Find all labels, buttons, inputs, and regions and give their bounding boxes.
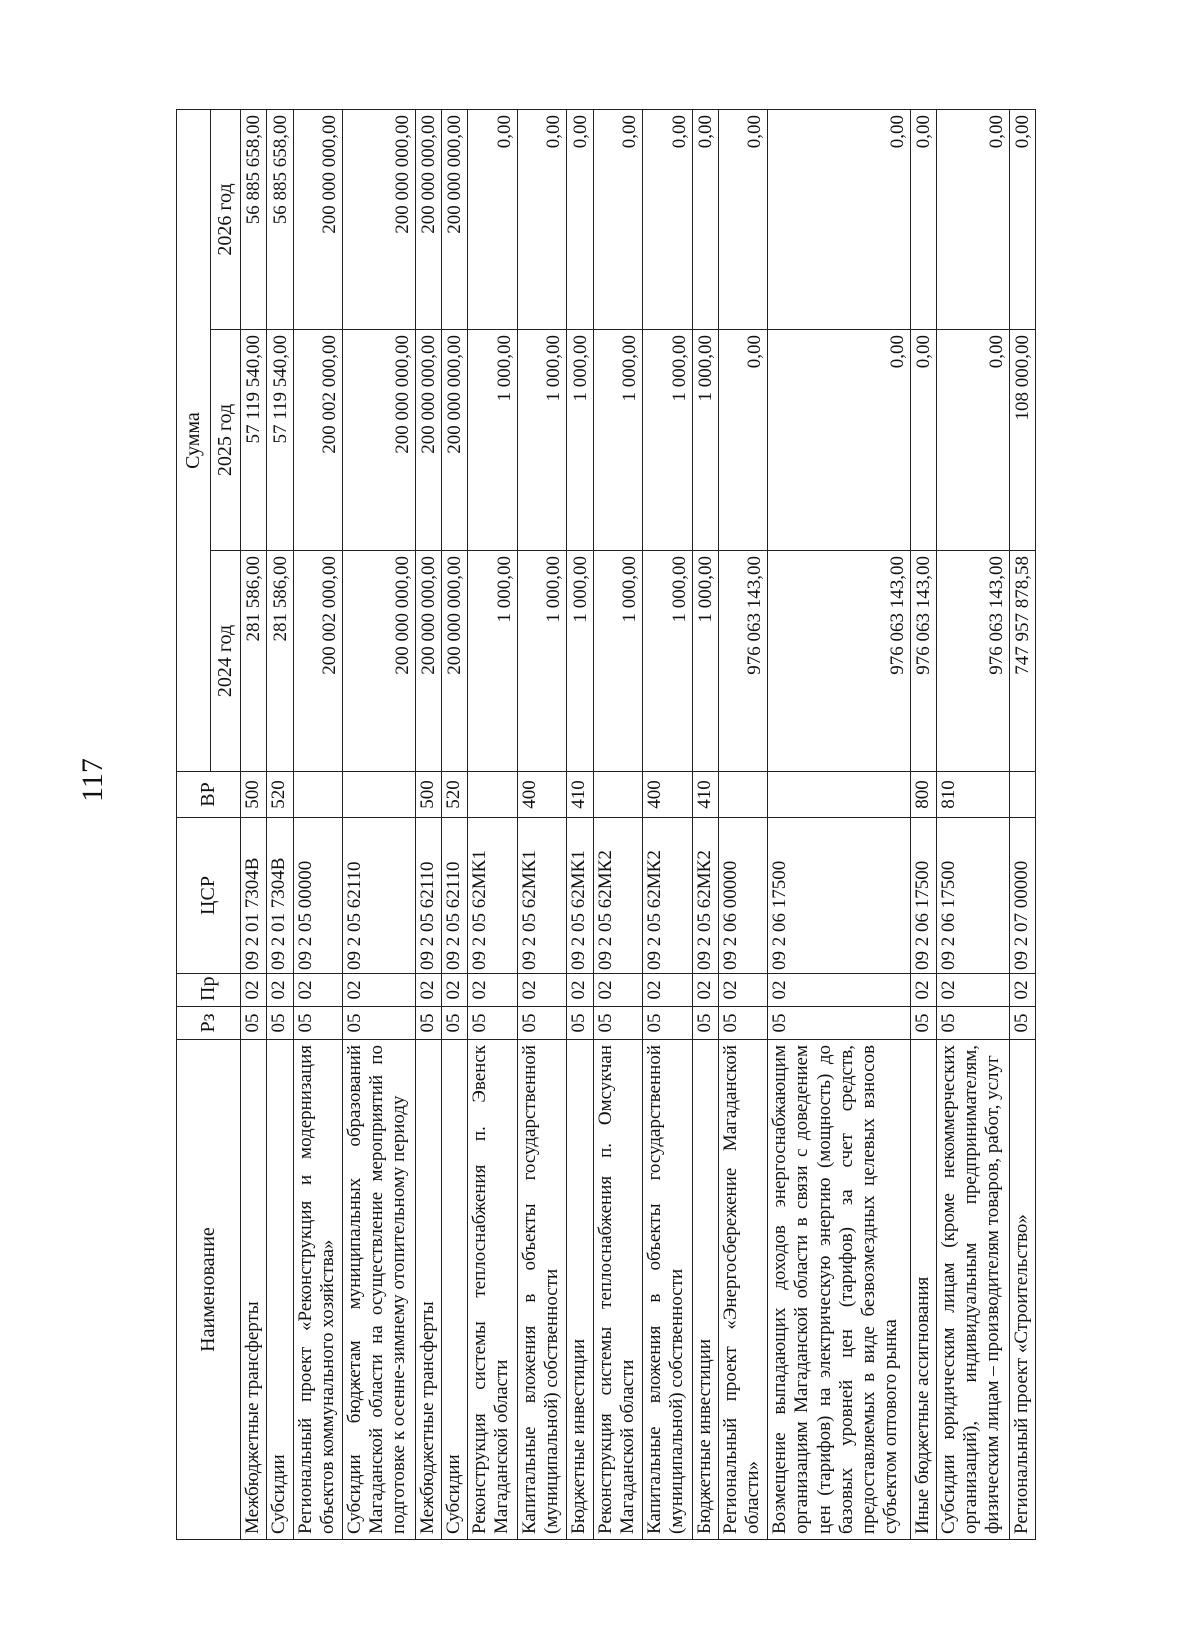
cell-2026: 0,00 (567, 110, 593, 330)
table-row (936, 110, 1009, 1540)
cell-pr: 02 (643, 974, 692, 1007)
cell-2024: 1 000,00 (593, 551, 642, 772)
cell-vr: 810 (936, 772, 1009, 818)
cell-pr: 02 (293, 974, 342, 1007)
table-row (768, 110, 910, 1540)
cell-2026: 0,00 (910, 110, 936, 330)
cell-vr: 400 (517, 772, 566, 818)
cell-2024: 976 063 143,00 (768, 551, 910, 772)
cell-csr: 09 2 05 62МК2 (692, 818, 718, 974)
header-rz: Рз (177, 1007, 241, 1040)
cell-vr (593, 772, 642, 818)
table-row (567, 110, 593, 1540)
table-row (593, 110, 642, 1540)
budget-table (176, 109, 1036, 1540)
cell-2024: 200 002 000,00 (293, 551, 342, 772)
cell-pr: 02 (768, 974, 910, 1007)
cell-2025: 0,00 (718, 330, 767, 551)
cell-name: Реконструкция системы теплоснабжения п. Эвенск Магаданской области (468, 1040, 517, 1540)
cell-vr (768, 772, 910, 818)
cell-2026: 0,00 (643, 110, 692, 330)
cell-rz: 05 (768, 1007, 910, 1040)
cell-2025: 0,00 (910, 330, 936, 551)
cell-2024: 200 000 000,00 (343, 551, 416, 772)
cell-vr (468, 772, 517, 818)
cell-csr: 09 2 01 7304В (241, 818, 267, 974)
cell-2025: 0,00 (936, 330, 1009, 551)
cell-csr: 09 2 06 17500 (936, 818, 1009, 974)
cell-rz: 05 (241, 1007, 267, 1040)
cell-2024: 1 000,00 (643, 551, 692, 772)
cell-name: Иные бюджетные ассигнования (910, 1040, 936, 1540)
cell-2024: 1 000,00 (517, 551, 566, 772)
cell-rz: 05 (468, 1007, 517, 1040)
cell-vr (718, 772, 767, 818)
cell-2024: 747 957 878,58 (1009, 551, 1035, 772)
cell-rz: 05 (718, 1007, 767, 1040)
cell-rz: 05 (267, 1007, 293, 1040)
cell-csr: 09 2 05 62110 (343, 818, 416, 974)
cell-pr: 02 (415, 974, 441, 1007)
table-row (343, 110, 416, 1540)
cell-vr (293, 772, 342, 818)
table-row (910, 110, 936, 1540)
table-row (692, 110, 718, 1540)
cell-vr: 410 (692, 772, 718, 818)
page-number: 117 (76, 758, 109, 802)
cell-rz: 05 (567, 1007, 593, 1040)
cell-pr: 02 (241, 974, 267, 1007)
cell-2026: 200 000 000,00 (415, 110, 441, 330)
cell-name: Межбюджетные трансферты (241, 1040, 267, 1540)
cell-csr: 09 2 07 00000 (1009, 818, 1035, 974)
cell-2025: 200 000 000,00 (343, 330, 416, 551)
table-row (442, 110, 468, 1540)
table-body (241, 110, 1036, 1540)
cell-vr: 400 (643, 772, 692, 818)
cell-rz: 05 (1009, 1007, 1035, 1040)
cell-2024: 976 063 143,00 (936, 551, 1009, 772)
cell-2025: 108 000,00 (1009, 330, 1035, 551)
cell-2026: 0,00 (1009, 110, 1035, 330)
cell-2024: 1 000,00 (468, 551, 517, 772)
cell-2025: 1 000,00 (643, 330, 692, 551)
cell-csr: 09 2 06 17500 (910, 818, 936, 974)
cell-pr: 02 (567, 974, 593, 1007)
cell-rz: 05 (643, 1007, 692, 1040)
cell-name: Межбюджетные трансферты (415, 1040, 441, 1540)
cell-2024: 200 000 000,00 (442, 551, 468, 772)
table-row (718, 110, 767, 1540)
cell-name: Реконструкция системы теплоснабжения п. Омсукчан Магаданской области (593, 1040, 642, 1540)
cell-name: Региональный проект «Реконструкция и модернизация объектов коммунального хозяйства» (293, 1040, 342, 1540)
cell-2024: 976 063 143,00 (910, 551, 936, 772)
table-row (415, 110, 441, 1540)
cell-2026: 56 885 658,00 (241, 110, 267, 330)
header-name: Наименование (177, 1040, 241, 1540)
cell-2025: 200 002 000,00 (293, 330, 342, 551)
table-row (241, 110, 267, 1540)
cell-name: Капитальные вложения в объекты государственной (муниципальной) собственности (517, 1040, 566, 1540)
cell-csr: 09 2 05 62МК1 (468, 818, 517, 974)
cell-name: Бюджетные инвестиции (567, 1040, 593, 1540)
cell-pr: 02 (1009, 974, 1035, 1007)
cell-name: Субсидии (442, 1040, 468, 1540)
cell-2025: 1 000,00 (517, 330, 566, 551)
cell-name: Субсидии (267, 1040, 293, 1540)
cell-rz: 05 (415, 1007, 441, 1040)
cell-pr: 02 (692, 974, 718, 1007)
table-row (293, 110, 342, 1540)
header-2026: 2026 год (211, 110, 241, 330)
cell-2024: 281 586,00 (241, 551, 267, 772)
cell-2026: 200 000 000,00 (442, 110, 468, 330)
table-row (517, 110, 566, 1540)
header-2025: 2025 год (211, 330, 241, 551)
cell-pr: 02 (936, 974, 1009, 1007)
cell-pr: 02 (343, 974, 416, 1007)
cell-2026: 56 885 658,00 (267, 110, 293, 330)
cell-name: Региональный проект «Строительство» (1009, 1040, 1035, 1540)
cell-2025: 1 000,00 (593, 330, 642, 551)
cell-vr (343, 772, 416, 818)
cell-csr: 09 2 05 62МК2 (593, 818, 642, 974)
header-csr: ЦСР (177, 818, 241, 974)
cell-2026: 0,00 (692, 110, 718, 330)
cell-2024: 200 000 000,00 (415, 551, 441, 772)
cell-2025: 0,00 (768, 330, 910, 551)
table-row (468, 110, 517, 1540)
cell-csr: 09 2 05 62МК1 (517, 818, 566, 974)
cell-pr: 02 (593, 974, 642, 1007)
cell-csr: 09 2 05 62110 (442, 818, 468, 974)
cell-2024: 976 063 143,00 (718, 551, 767, 772)
cell-pr: 02 (267, 974, 293, 1007)
cell-rz: 05 (442, 1007, 468, 1040)
cell-name: Бюджетные инвестиции (692, 1040, 718, 1540)
cell-csr: 09 2 05 62МК1 (567, 818, 593, 974)
cell-csr: 09 2 05 00000 (293, 818, 342, 974)
cell-2025: 1 000,00 (692, 330, 718, 551)
cell-rz: 05 (593, 1007, 642, 1040)
cell-name: Капитальные вложения в объекты государственной (муниципальной) собственности (643, 1040, 692, 1540)
cell-csr: 09 2 01 7304В (267, 818, 293, 974)
cell-rz: 05 (517, 1007, 566, 1040)
cell-vr (1009, 772, 1035, 818)
header-pr: Пр (177, 974, 241, 1007)
cell-pr: 02 (718, 974, 767, 1007)
cell-rz: 05 (293, 1007, 342, 1040)
cell-pr: 02 (468, 974, 517, 1007)
cell-vr: 500 (415, 772, 441, 818)
header-sum: Сумма (177, 110, 211, 772)
cell-rz: 05 (692, 1007, 718, 1040)
cell-rz: 05 (910, 1007, 936, 1040)
cell-name: Субсидии юридическим лицам (кроме некоммерческих организаций), индивидуальным предпринимателям, физическим лицам – производителям товаров, работ, услуг (936, 1040, 1009, 1540)
cell-pr: 02 (442, 974, 468, 1007)
cell-rz: 05 (936, 1007, 1009, 1040)
cell-name: Субсидии бюджетам муниципальных образований Магаданской области на осуществление мероприятий по подготовке к осенне-зимнему отопительному периоду (343, 1040, 416, 1540)
cell-pr: 02 (910, 974, 936, 1007)
cell-2026: 0,00 (936, 110, 1009, 330)
cell-vr: 520 (267, 772, 293, 818)
cell-name: Возмещение выпадающих доходов энергоснабжающим организациям Магаданской области в связи с доведением цен (тарифов) на электрическую энергию (мощность) до базовых уровней цен (тарифов) за счет средств, предоставляемых в виде безвозмездных целевых взносов субъектом оптового рынка (768, 1040, 910, 1540)
cell-2026: 200 000 000,00 (293, 110, 342, 330)
cell-2025: 1 000,00 (567, 330, 593, 551)
cell-2025: 1 000,00 (468, 330, 517, 551)
cell-csr: 09 2 05 62МК2 (643, 818, 692, 974)
cell-vr: 800 (910, 772, 936, 818)
cell-pr: 02 (517, 974, 566, 1007)
cell-vr: 410 (567, 772, 593, 818)
cell-2024: 281 586,00 (267, 551, 293, 772)
cell-2025: 57 119 540,00 (267, 330, 293, 551)
cell-2025: 57 119 540,00 (241, 330, 267, 551)
cell-vr: 500 (241, 772, 267, 818)
cell-2026: 0,00 (768, 110, 910, 330)
header-vr: ВР (177, 772, 241, 818)
cell-2026: 0,00 (593, 110, 642, 330)
cell-csr: 09 2 05 62110 (415, 818, 441, 974)
cell-2025: 200 000 000,00 (415, 330, 441, 551)
cell-2026: 200 000 000,00 (343, 110, 416, 330)
rotated-table-container (176, 110, 1036, 1540)
cell-name: Региональный проект «Энергосбережение Магаданской области» (718, 1040, 767, 1540)
cell-2026: 0,00 (468, 110, 517, 330)
table-row (643, 110, 692, 1540)
cell-2025: 200 000 000,00 (442, 330, 468, 551)
cell-rz: 05 (343, 1007, 416, 1040)
cell-2026: 0,00 (718, 110, 767, 330)
cell-2026: 0,00 (517, 110, 566, 330)
cell-csr: 09 2 06 00000 (718, 818, 767, 974)
cell-2024: 1 000,00 (567, 551, 593, 772)
cell-2024: 1 000,00 (692, 551, 718, 772)
header-2024: 2024 год (211, 551, 241, 772)
table-row (267, 110, 293, 1540)
cell-vr: 520 (442, 772, 468, 818)
cell-csr: 09 2 06 17500 (768, 818, 910, 974)
table-row (1009, 110, 1035, 1540)
